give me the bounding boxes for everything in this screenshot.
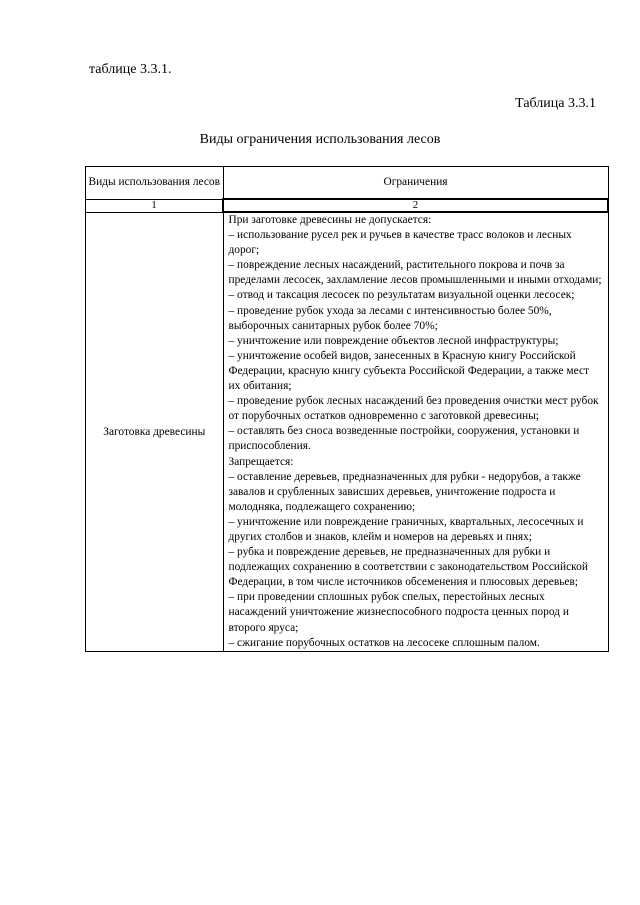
restriction-line: – повреждение лесных насаждений, растительного покрова и почв за пределами лесосек, захламление лесов промышленными и иными отходами; (228, 259, 602, 287)
restriction-line: – отвод и таксация лесосек по результатам визуальной оценки лесосек; (228, 289, 575, 302)
restriction-line: – сжигание порубочных остатков на лесосеке сплошным палом. (228, 636, 540, 649)
restriction-line: – оставление деревьев, предназначенных для рубки - недорубов, а также завалов и срубленных зависших деревьев, уничтожение подроста и молодняка, подлежащего сохранению; (228, 470, 581, 513)
header-row (86, 167, 609, 200)
restriction-line: Запрещается: (228, 455, 294, 468)
table-row (86, 212, 609, 651)
column-number-1: 1 (86, 199, 224, 212)
column-number-row (86, 199, 609, 212)
restriction-line: – проведение рубок лесных насаждений без проведения очистки мест рубок от порубочных остатков одновременно с заготовкой древесины; (228, 395, 599, 423)
restriction-line: – использование русел рек и ручьев в качестве трасс волоков и лесных дорог; (228, 229, 572, 257)
use-type-cell: Заготовка древесины (86, 212, 224, 651)
table-number: Таблица 3.3.1 (515, 96, 596, 111)
restriction-line: При заготовке древесины не допускается: (228, 214, 432, 226)
restriction-line: – проведение рубок ухода за лесами с интенсивностью более 50%, выборочных санитарных рубок более 70%; (228, 304, 552, 332)
intro-text: таблице 3.3.1. (89, 62, 172, 77)
restriction-line: – рубка и повреждение деревьев, не предназначенных для рубки и подлежащих сохранению в соответствии с законодательством Российской Федерации, в том числе источников обсеменения и плюсовых деревьев; (228, 546, 588, 589)
column-number-2: 2 (223, 199, 608, 212)
restriction-line: – уничтожение или повреждение объектов лесной инфраструктуры; (228, 334, 559, 347)
restriction-line: – при проведении сплошных рубок спелых, перестойных лесных насаждений уничтожение жизнеспособного подроста ценных пород и второго яруса; (228, 591, 569, 634)
restrictions-cell (223, 212, 608, 651)
header-restrictions: Ограничения (223, 167, 608, 200)
header-use-type: Виды использования лесов (86, 167, 224, 200)
restrictions-table (85, 166, 609, 652)
restriction-line: – оставлять без сноса возведенные постройки, сооружения, установки и приспособления. (228, 425, 580, 453)
restriction-line: – уничтожение или повреждение граничных, квартальных, лесосечных и других столбов и знаков, клейм и номеров на деревьях и пнях; (228, 515, 584, 543)
table-title: Виды ограничения использования лесов (199, 132, 441, 147)
restriction-line: – уничтожение особей видов, занесенных в Красную книгу Российской Федерации, красную книгу субъекта Российской Федерации, а также мест их обитания; (228, 349, 590, 393)
